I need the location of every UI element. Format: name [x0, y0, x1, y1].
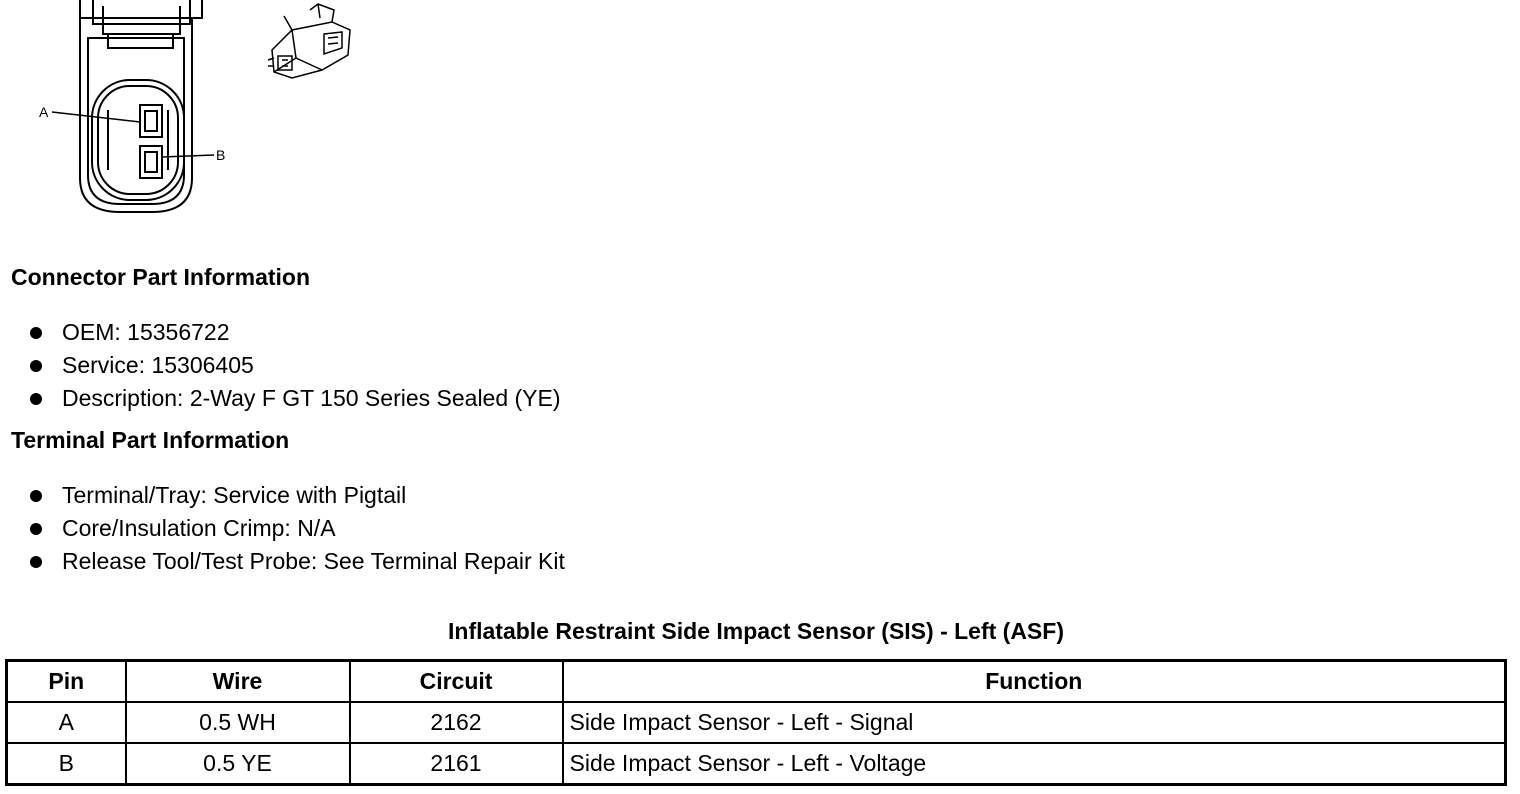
list-item [0, 316, 561, 349]
bullet-icon [30, 393, 42, 405]
connector-face-diagram [30, 0, 230, 220]
circuit-cell: 2162 [350, 702, 563, 743]
connector-description: Description: 2-Way F GT 150 Series Sealed (YE) [62, 385, 561, 411]
function-cell: Side Impact Sensor - Left - Signal [563, 702, 1506, 743]
list-item [0, 545, 565, 578]
header-wire: Wire [126, 661, 350, 703]
table-row [7, 702, 1506, 743]
service-part-number: Service: 15306405 [62, 352, 254, 378]
header-function: Function [563, 661, 1506, 703]
terminal-tray: Terminal/Tray: Service with Pigtail [62, 482, 407, 508]
circuit-cell: 2161 [350, 743, 563, 785]
wire-cell: 0.5 YE [126, 743, 350, 785]
bullet-icon [30, 360, 42, 372]
pin-b-callout: B [216, 147, 226, 163]
release-tool: Release Tool/Test Probe: See Terminal Repair Kit [62, 548, 565, 574]
pinout-table [5, 659, 1507, 786]
function-cell: Side Impact Sensor - Left - Voltage [563, 743, 1506, 785]
bullet-icon [30, 490, 42, 502]
list-item [0, 479, 565, 512]
pin-cell: A [7, 702, 126, 743]
header-circuit: Circuit [350, 661, 563, 703]
pin-cell: B [7, 743, 126, 785]
table-header-row [7, 661, 1506, 703]
connector-isometric-image [262, 0, 362, 90]
table-title: Inflatable Restraint Side Impact Sensor (SIS) - Left (ASF) [448, 618, 1064, 644]
oem-part-number: OEM: 15356722 [62, 319, 230, 345]
pin-a-callout: A [39, 104, 49, 120]
connector-info-heading: Connector Part Information [11, 264, 311, 290]
table-row [7, 743, 1506, 785]
list-item [0, 512, 565, 545]
terminal-info-list [0, 479, 565, 578]
bullet-icon [30, 556, 42, 568]
connector-info-list [0, 316, 561, 415]
terminal-info-heading: Terminal Part Information [11, 427, 290, 453]
bullet-icon [30, 523, 42, 535]
header-pin: Pin [7, 661, 126, 703]
core-insulation-crimp: Core/Insulation Crimp: N/A [62, 515, 336, 541]
list-item [0, 349, 561, 382]
list-item [0, 382, 561, 415]
bullet-icon [30, 327, 42, 339]
wire-cell: 0.5 WH [126, 702, 350, 743]
